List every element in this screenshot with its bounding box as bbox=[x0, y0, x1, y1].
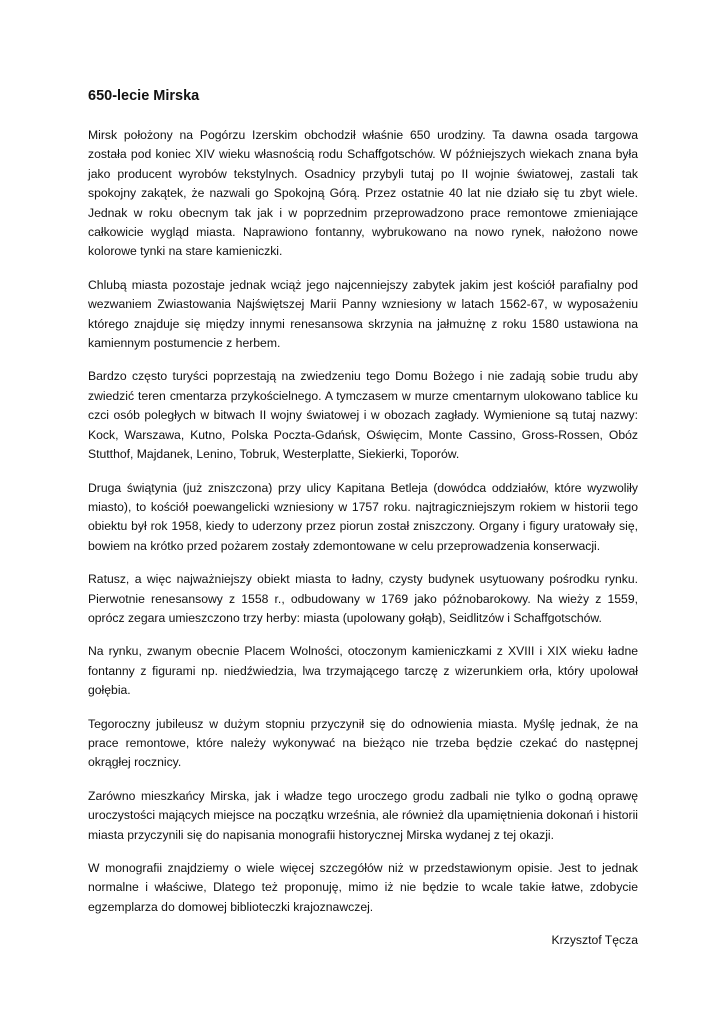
paragraph-1: Mirsk położony na Pogórzu Izerskim obchodził właśnie 650 urodziny. Ta dawna osada targowa została pod koniec XIV wieku własnością rodu Schaffgotschów. W późniejszych wiekach znana była jako producent wyrobów tekstylnych. Osadnicy przybyli tutaj po II wojnie światowej, zastali tak spokojny zakątek, że nazwali go Spokojną Górą. Przez ostatnie 40 lat nie działo się tu zbyt wiele. Jednak w roku obecnym tak jak i w poprzednim przeprowadzono prace remontowe zmieniające całkowicie wygląd miasta. Naprawiono fontanny, wybrukowano na nowo rynek, nałożono nowe kolorowe tynki na stare kamieniczki. bbox=[88, 128, 638, 259]
paragraph-8: Zarówno mieszkańcy Mirska, jak i władze tego uroczego grodu zadbali nie tylko o godną oprawę uroczystości mających miejsce na początku września, ale również dla upamiętnienia dokonań i historii miasta przyczynili się do napisania monografii historycznej Mirska wydanej z tej okazji. bbox=[88, 788, 638, 842]
author-signature: Krzysztof Tęcza bbox=[551, 933, 638, 948]
paragraph-5: Ratusz, a więc najważniejszy obiekt miasta to ładny, czysty budynek usytuowany pośrodku rynku. Pierwotnie renesansowy z 1558 r., odbudowany w 1769 jako późnobarokowy. Na wieży z 1559, oprócz zegara umieszczono trzy herby: miasta (upolowany gołąb), Seidlitzów i Schaffgotschów. bbox=[88, 572, 638, 625]
paragraph-7: Tegoroczny jubileusz w dużym stopniu przyczynił się do odnowienia miasta. Myślę jednak, że na prace remontowe, które należy wykonywać na bieżąco nie trzeba będzie czekać do następnej okrągłej rocznicy. bbox=[88, 716, 638, 770]
document-page bbox=[88, 86, 638, 950]
paragraph-9: W monografii znajdziemy o wiele więcej szczegółów niż w przedstawionym opisie. Jest to jednak normalne i właściwe, Dlatego też proponuję, mimo iż nie będzie to wcale takie łatwe, zdobycie egzemplarza do domowej biblioteczki krajoznawczej. bbox=[88, 861, 638, 914]
paragraph-2: Chlubą miasta pozostaje jednak wciąż jego najcenniejszy zabytek jakim jest kościół parafialny pod wezwaniem Zwiastowania Najświętszej Marii Panny wzniesiony w latach 1562-67, w wyposażeniu którego znajduje się między innymi renesansowa skrzynia na jałmużnę z roku 1580 ustawiona na kamiennym postumencie z herbem. bbox=[88, 277, 638, 351]
paragraph-3: Bardzo często turyści poprzestają na zwiedzeniu tego Domu Bożego i nie zadają sobie trudu aby zwiedzić teren cmentarza przykościelnego. A tymczasem w murze cmentarnym ulokowano tablice ku czci osób poległych w bitwach II wojny światowej i w obozach zagłady. Wymienione są tutaj nazwy: Kock, Warszawa, Kutno, Polska Poczta-Gdańsk, Oświęcim, Monte Cassino, Gross-Rossen, Obóz Stutthof, Majdanek, Lenino, Tobruk, Westerplatte, Siekierki, Toporów. bbox=[88, 369, 638, 462]
paragraph-4: Druga świątynia (już zniszczona) przy ulicy Kapitana Betleja (dowódca oddziałów, które wyzwoliły miasto), to kościół poewangelicki wzniesiony w 1757 roku. najtragiczniejszym rokiem w historii tego obiektu był rok 1958, kiedy to uderzony przez piorun został zniszczony. Organy i figury uratowały się, bowiem na krótko przed pożarem zostały zdemontowane w celu przeprowadzenia konserwacji. bbox=[88, 480, 638, 553]
paragraph-6: Na rynku, zwanym obecnie Placem Wolności, otoczonym kamieniczkami z XVIII i XIX wieku ładne fontanny z figurami np. niedźwiedzia, lwa trzymającego tarczę z wizerunkiem orła, który upolował gołębia. bbox=[88, 644, 638, 698]
page-title: 650-lecie Mirska bbox=[88, 88, 200, 104]
